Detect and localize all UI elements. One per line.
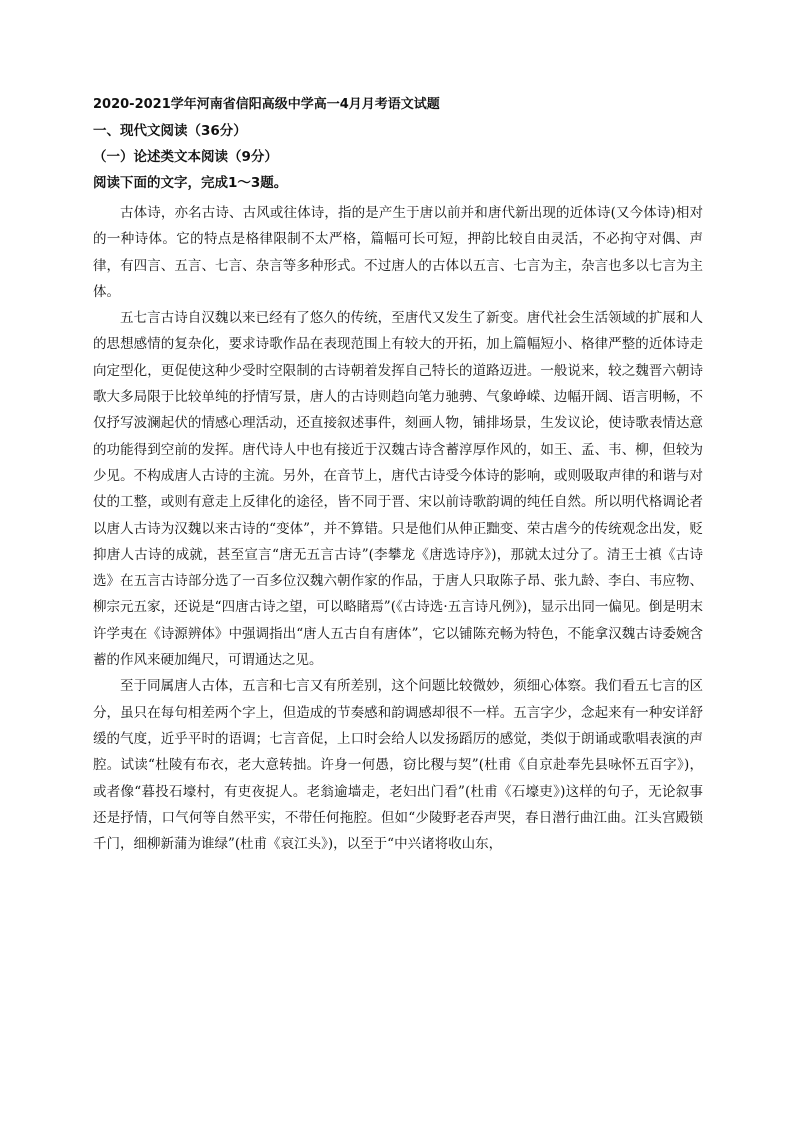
subsection-heading: （一）论述类文本阅读（9分） bbox=[93, 149, 278, 165]
passage-body bbox=[93, 200, 703, 857]
document-title: 2020-2021学年河南省信阳高级中学高一4月月考语文试题 bbox=[93, 97, 440, 112]
paragraph-2: 五七言古诗自汉魏以来已经有了悠久的传统，至唐代又发生了新变。唐代社会生活领域的扩展和人的思想感情的复杂化，要求诗歌作品在表现范围上有较大的开拓，加上篇幅短小、格律严整的近体诗走向定型化，更促使这种少受时空限制的古诗朝着发挥自己特长的道路迈进。一般说来，较之魏晋六朝诗歌大多局限于比较单纯的抒情写景，唐人的古诗则趋向笔力驰骋、气象峥嵘、边幅开阔、语言明畅，不仅抒写波澜起伏的情感心理活动，还直接叙述事件，刻画人物，铺排场景，生发议论，使诗歌表情达意的功能得到空前的发挥。唐代诗人中也有接近于汉魏古诗含蓄淳厚作风的，如王、孟、韦、柳，但较为少见。不构成唐人古诗的主流。另外，在音节上，唐代古诗受今体诗的影响，或则吸取声律的和谐与对仗的工整，或则有意走上反律化的途径，皆不同于晋、宋以前诗歌韵调的纯任自然。所以明代格调论者以唐人古诗为汉魏以来古诗的“变体”，并不算错。只是他们从伸正黜变、荣古虐今的传统观念出发，贬抑唐人古诗的成就，甚至宣言“唐无五言古诗”(李攀龙《唐选诗序》)，那就太过分了。清王士禛《古诗选》在五言古诗部分选了一百多位汉魏六朝作家的作品，于唐人只取陈子昂、张九龄、李白、韦应物、柳宗元五家，还说是“四唐古诗之望，可以略睹焉”(《古诗选·五言诗凡例》)，显示出同一偏见。倒是明末许学夷在《诗源辨体》中强调指出“唐人五古自有唐体”，它以铺陈充畅为特色，不能拿汉魏古诗委婉含蓄的作风来硬加绳尺，可谓通达之见。 bbox=[93, 310, 703, 669]
instruction-text: 阅读下面的文字，完成1～3题。 bbox=[93, 175, 288, 191]
section-heading: 一、现代文阅读（36分） bbox=[93, 123, 247, 139]
document-page bbox=[93, 92, 703, 857]
paragraph-3: 至于同属唐人古体，五言和七言又有所差别，这个问题比较微妙，须细心体察。我们看五七言的区分，虽只在每句相差两个字上，但造成的节奏感和韵调感却很不一样。五言字少，念起来有一种安详舒缓的气度，近乎平时的语调；七言音促，上口时会给人以发扬蹈厉的感觉，类似于朗诵或歌唱表演的声腔。试读“杜陵有布衣，老大意转拙。许身一何愚，窃比稷与契”(杜甫《自京赴奉先县咏怀五百字》)，或者像“暮投石壕村，有吏夜捉人。老翁逾墙走，老妇出门看”(杜甫《石壕吏》)这样的句子，无论叙事还是抒情，口气何等自然平实，不带任何拖腔。但如“少陵野老吞声哭，春日潜行曲江曲。江头宫殿锁千门，细柳新蒲为谁绿”(杜甫《哀江头》)，以至于“中兴诸将收山东， bbox=[93, 678, 703, 853]
paragraph-1: 古体诗，亦名古诗、古风或往体诗，指的是产生于唐以前并和唐代新出现的近体诗(又今体诗)相对的一种诗体。它的特点是格律限制不太严格，篇幅可长可短，押韵比较自由灵活，不必拘守对偶、声律，有四言、五言、七言、杂言等多种形式。不过唐人的古体以五言、七言为主，杂言也多以七言为主体。 bbox=[93, 205, 703, 300]
